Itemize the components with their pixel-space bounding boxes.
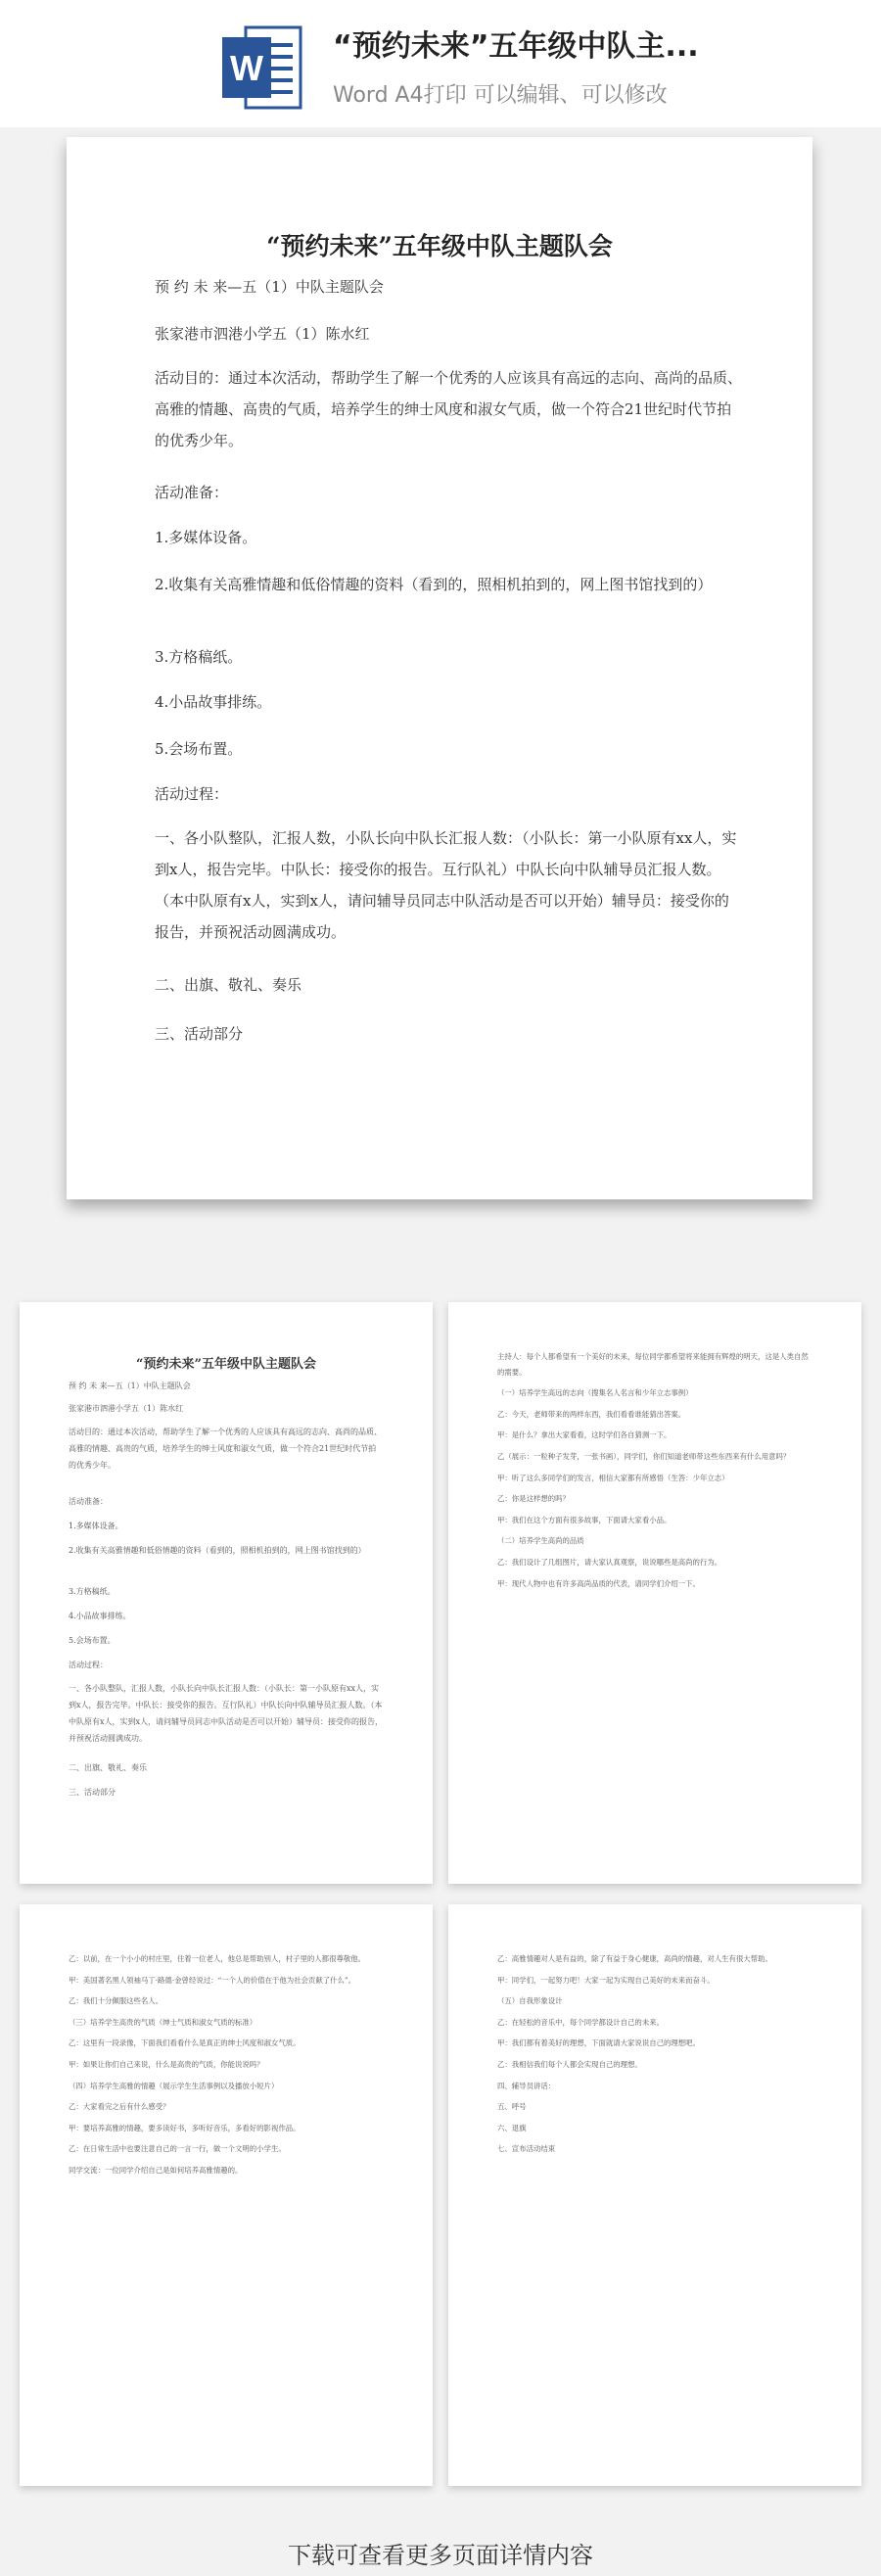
thumb-paragraph: （二）培养学生高尚的品质: [497, 1536, 584, 1546]
author-line: 张家港市泗港小学五（1）陈水红: [155, 325, 370, 343]
document-page-preview: [67, 137, 812, 1199]
thumb-paragraph: 乙：今天，老师带来的两样东西，我们看看谁能猜出答案。: [497, 1409, 686, 1419]
thumb-line: 二、出旗、敬礼、奏乐: [69, 1763, 147, 1772]
prep-heading: 活动准备：: [155, 484, 229, 501]
thumb-paragraph: （一）培养学生高远的志向（搜集名人名言和少年立志事例）: [497, 1388, 693, 1398]
thumb-paragraph: 四、辅导员讲话：: [497, 2081, 556, 2090]
download-more-link[interactable]: 下载可查看更多页面详情内容: [288, 2542, 593, 2569]
thumb-line: 3.方格稿纸。: [69, 1587, 116, 1596]
thumb-paragraph: 乙：我相信我们每个人都会实现自己的理想。: [497, 2059, 642, 2069]
prep-item: 4.小品故事排练。: [155, 693, 272, 711]
thumb-paragraph: 六、退旗: [497, 2123, 527, 2132]
thumb-paragraph: 乙：在日常生活中也要注意自己的一言一行，做一个文明的小学生。: [69, 2144, 286, 2154]
thumb-text-block: [497, 1349, 812, 1597]
thumb-title: “预约未来”五年级中队主题队会: [136, 1357, 316, 1372]
thumb-paragraph: （五）自我形象设计: [497, 1996, 563, 2006]
word-document-icon: [220, 23, 302, 112]
process-item: 二、出旗、敬礼、奏乐: [155, 976, 302, 994]
thumb-paragraph: 乙：大家看完之后有什么感受？: [69, 2102, 170, 2112]
thumb-line: 活动准备：: [69, 1497, 108, 1506]
process-heading: 活动过程：: [155, 785, 229, 803]
thumb-line: 活动过程：: [69, 1661, 108, 1669]
thumb-paragraph: 甲：我们在这个方面有很多故事，下面请大家看小品。: [497, 1515, 672, 1524]
thumb-paragraph: 乙：高雅情趣对人是有益的，除了有益于身心健康，高尚的情趣，对人生有很大帮助。: [497, 1954, 772, 1963]
thumb-line: 5.会场布置。: [69, 1636, 116, 1645]
thumb-paragraph: 乙：你是这样想的吗？: [497, 1494, 570, 1504]
thumb-paragraph: 同学交流：一位同学介绍自己是如何培养高雅情趣的。: [69, 2165, 243, 2175]
prep-item: 5.会场布置。: [155, 740, 243, 758]
thumb-line: 1.多媒体设备。: [69, 1522, 123, 1530]
thumb-paragraph: 甲：听了这么多同学们的发言，相信大家都有所感悟（生答：少年立志）: [497, 1473, 729, 1482]
thumb-paragraph: 乙（展示：一粒种子发芽，一张书画），同学们，你们知道老师带这些东西来有什么用意吗？: [497, 1451, 791, 1461]
document-format-subtitle: Word A4打印 可以编辑、可以修改: [333, 83, 668, 108]
thumb-paragraph: 乙：以前，在一个小小的村庄里，住着一位老人，他总是帮助别人，村子里的人都很尊敬他。: [69, 1954, 366, 1963]
thumb-paragraph: 甲：同学们，一起努力吧！大家一起为实现自己美好的未来而奋斗。: [497, 1975, 715, 1985]
thumb-paragraph: 活动目的：通过本次活动，帮助学生了解一个优秀的人应该具有高远的志向、高尚的品质、高雅的情趣、高贵的气质，培养学生的绅士风度和淑女气质，做一个符合21世纪时代节拍的优秀少年。: [69, 1428, 382, 1470]
thumb-line: 4.小品故事排练。: [69, 1612, 131, 1620]
purpose-paragraph: 活动目的：通过本次活动，帮助学生了解一个优秀的人应该具有高远的志向、高尚的品质、高雅的情趣、高贵的气质，培养学生的绅士风度和淑女气质，做一个符合21世纪时代节拍的优秀少年。: [155, 369, 743, 449]
thumb-line: 张家港市泗港小学五（1）陈水红: [69, 1404, 184, 1413]
page-thumbnail-3[interactable]: [20, 1904, 433, 2486]
thumb-paragraph: 七、宣布活动结束: [497, 2144, 556, 2154]
thumb-paragraph: （三）培养学生高贵的气质（绅士气质和淑女气质的标准）: [69, 2017, 257, 2027]
thumb-paragraph: 乙：在轻松的音乐中，每个同学都设计自己的未来。: [497, 2017, 664, 2027]
svg-text:W: W: [230, 48, 263, 88]
thumb-paragraph: 主持人：每个人都希望有一个美好的未来，每位同学都希望将来能拥有辉煌的明天，这是人类自然的需要。: [497, 1352, 809, 1377]
thumb-paragraph: 乙：这里有一段录像，下面我们看看什么是真正的绅士风度和淑女气质。: [69, 2038, 301, 2048]
thumb-paragraph: 乙：我们设计了几组图片，请大家认真观察，说说哪些是高尚的行为。: [497, 1557, 722, 1567]
thumb-paragraph: 甲：要培养高雅的情趣，要多读好书，多听好音乐，多看好的影视作品。: [69, 2123, 301, 2132]
process-paragraph: 一、各小队整队，汇报人数，小队长向中队长汇报人数：（小队长：第一小队原有xx人，实到x人，报告完毕。中队长：接受你的报告。互行队礼）中队长向中队辅导员汇报人数。（本中队原有x人，实到x人，请问辅导员同志中队活动是否可以开始）辅导员：接受你的报告，并预祝活动圆满成功。: [155, 829, 737, 941]
prep-item: 1.多媒体设备。: [155, 529, 257, 546]
subtitle-line: 预 约 未 来—五（1）中队主题队会: [155, 278, 384, 296]
process-item: 三、活动部分: [155, 1025, 244, 1043]
page-thumbnail-1[interactable]: [20, 1302, 433, 1884]
document-title-heading: “预约未来”五年级中队主...: [333, 29, 699, 64]
thumb-line: 2.收集有关高雅情趣和低俗情趣的资料（看到的，照相机拍到的，网上图书馆找到的）: [69, 1546, 366, 1555]
prep-item: 3.方格稿纸。: [155, 648, 243, 666]
thumb-text-block: [497, 1951, 812, 2163]
prep-item: 2.收集有关高雅情趣和低俗情趣的资料（看到的，照相机拍到的，网上图书馆找到的）: [155, 576, 713, 593]
thumb-text-block: [69, 1951, 384, 2184]
thumb-paragraph: 五、呼号: [497, 2102, 527, 2112]
page-thumbnail-2[interactable]: [448, 1302, 861, 1884]
thumb-paragraph: 甲：美国著名黑人领袖马丁·路德·金曾经说过：“一个人的价值在于他为社会贡献了什么”。: [69, 1975, 356, 1985]
thumb-line: 三、活动部分: [69, 1788, 116, 1797]
page-title: “预约未来”五年级中队主题队会: [266, 232, 613, 260]
thumb-paragraph: 甲：如果让你们自己来说，什么是高贵的气质，你能说说吗？: [69, 2059, 264, 2069]
thumb-paragraph: 甲：我们都有着美好的理想，下面就请大家说说自己的理想吧。: [497, 2038, 700, 2048]
page-thumbnail-4[interactable]: [448, 1904, 861, 2486]
thumb-line: 预 约 未 来—五（1）中队主题队会: [69, 1382, 191, 1390]
thumb-paragraph: 甲：是什么？拿出大家看看，这时学们各自猜测一下。: [497, 1430, 672, 1440]
download-header: [0, 0, 881, 127]
thumb-paragraph: 一、各小队整队，汇报人数，小队长向中队长汇报人数：（小队长：第一小队原有xx人，实到x人，报告完毕。中队长：接受你的报告。互行队礼）中队长向中队辅导员汇报人数。（本中队原有x人，实到x人，请问辅导员同志中队活动是否可以开始）辅导员：接受你的报告，并预祝活动圆满成功。: [69, 1684, 384, 1743]
thumb-paragraph: （四）培养学生高雅的情趣（展示学生生活事例以及播放小短片）: [69, 2081, 279, 2090]
thumb-paragraph: 甲：现代人物中也有许多高尚品质的代表，请同学们介绍一下。: [497, 1578, 700, 1588]
thumb-paragraph: 乙：我们十分佩服这些名人。: [69, 1996, 163, 2006]
